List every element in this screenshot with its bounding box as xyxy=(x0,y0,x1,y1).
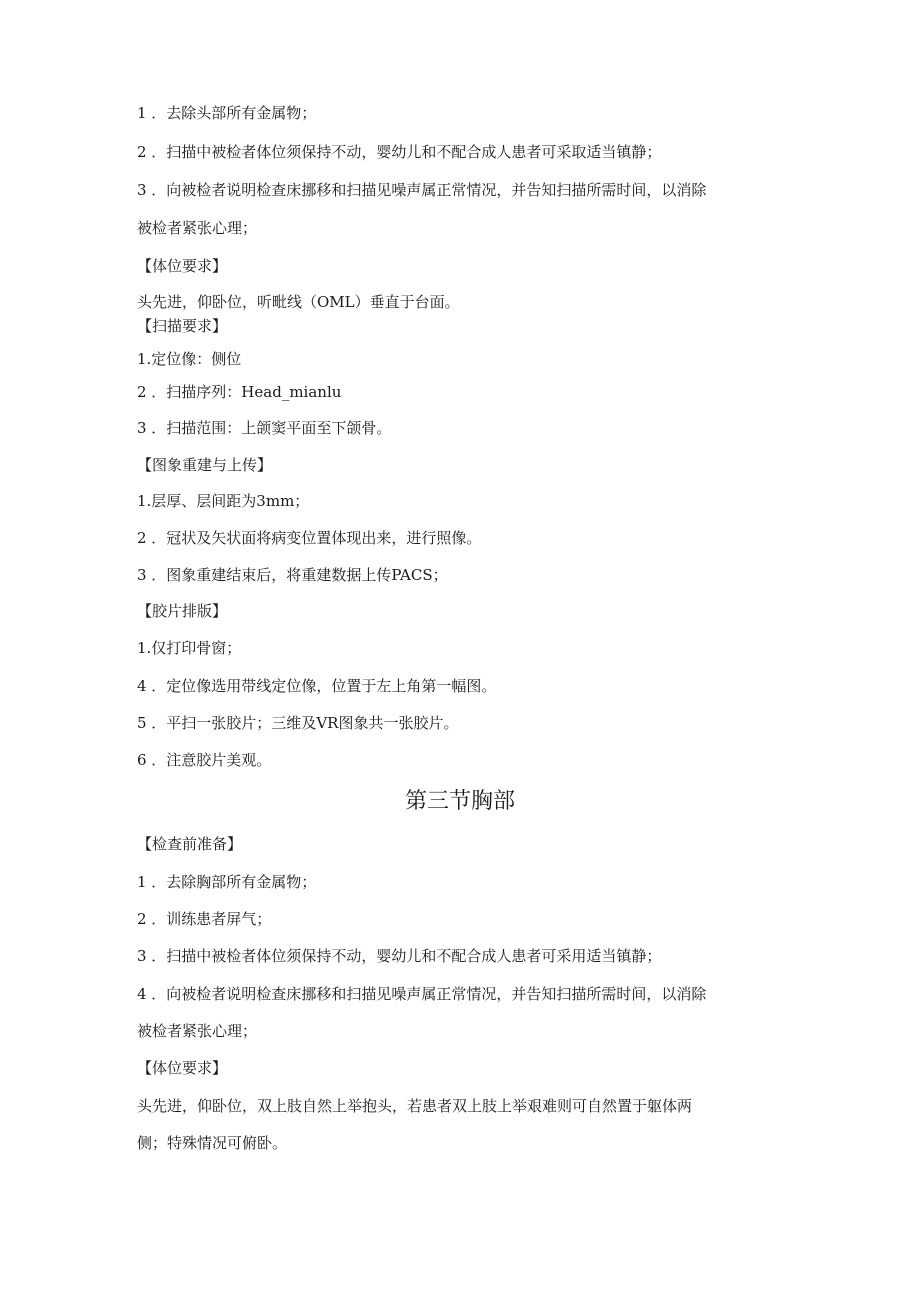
text-line: 2 ．训练患者屏气； xyxy=(137,910,272,928)
text-line: 4 ．定位像选用带线定位像，位置于左上角第一幅图。 xyxy=(137,677,497,695)
text-line: 3 ．向被检者说明检查床挪移和扫描见噪声属正常情况，并告知扫描所需时间，以消除 xyxy=(137,181,707,199)
text-line: 1.层厚、层间距为3mm； xyxy=(137,492,310,510)
section-heading: 【检查前准备】 xyxy=(137,835,243,853)
text-line: 1 ．去除头部所有金属物； xyxy=(137,104,317,122)
text-line: 被检者紧张心理； xyxy=(137,1022,258,1040)
section-heading: 【胶片排版】 xyxy=(137,602,228,620)
section-heading: 【图象重建与上传】 xyxy=(137,456,273,474)
text-line: 3 ．扫描中被检者体位须保持不动，婴幼儿和不配合成人患者可采用适当镇静； xyxy=(137,947,662,965)
section-title: 第三节胸部 xyxy=(404,789,515,814)
text-line: 头先进，仰卧位，听毗线（OML）垂直于台面。 xyxy=(137,293,460,311)
text-line: 4 ．向被检者说明检查床挪移和扫描见噪声属正常情况，并告知扫描所需时间，以消除 xyxy=(137,985,707,1003)
section-heading: 【体位要求】 xyxy=(137,257,228,275)
text-line: 1.定位像：侧位 xyxy=(137,350,242,368)
section-heading: 【扫描要求】 xyxy=(137,317,228,335)
text-line: 侧；特殊情况可俯卧。 xyxy=(137,1134,288,1152)
text-line: 2 ．冠状及矢状面将病变位置体现出来，进行照像。 xyxy=(137,529,482,547)
text-line: 头先进，仰卧位，双上肢自然上举抱头，若患者双上肢上举艰难则可自然置于躯体两 xyxy=(137,1097,693,1115)
text-line: 1.仅打印骨窗； xyxy=(137,639,242,657)
text-line: 1 ．去除胸部所有金属物； xyxy=(137,873,317,891)
text-line: 6 ．注意胶片美观。 xyxy=(137,751,272,769)
text-line: 5 ．平扫一张胶片；三维及VR图象共一张胶片。 xyxy=(137,714,459,732)
text-line: 3 ．扫描范围：上颌窦平面至下颌骨。 xyxy=(137,419,392,437)
text-line: 3 ．图象重建结束后，将重建数据上传PACS； xyxy=(137,566,448,584)
text-line: 2 ．扫描序列：Head_mianlu xyxy=(137,383,342,401)
text-line: 2 ．扫描中被检者体位须保持不动，婴幼儿和不配合成人患者可采取适当镇静； xyxy=(137,143,662,161)
section-heading: 【体位要求】 xyxy=(137,1059,228,1077)
text-line: 被检者紧张心理； xyxy=(137,219,258,237)
